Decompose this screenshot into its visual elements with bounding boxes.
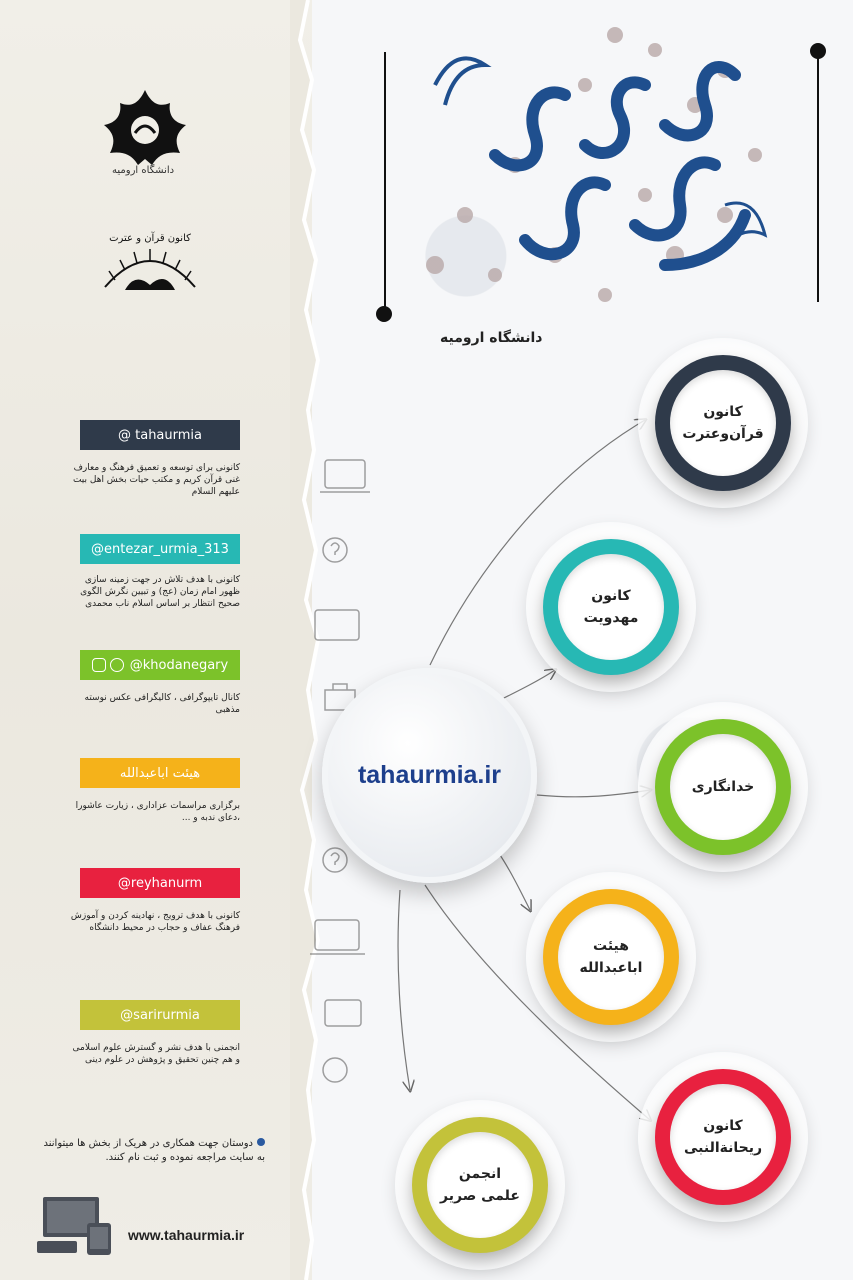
instagram-icon	[92, 658, 106, 672]
tag-sarirurmia-label: @sarirurmia	[120, 1007, 200, 1023]
devices-icon	[35, 1195, 115, 1257]
frame-dot-bottom	[376, 306, 392, 322]
node-quran-line1: کانون	[703, 404, 743, 420]
tag-reyhanurm[interactable]	[80, 868, 240, 898]
hub-circle[interactable]	[322, 668, 537, 883]
node-heyat-line2: اباعبدالله	[579, 960, 643, 976]
node-quran-line2: قرآن‌وعترت	[682, 426, 764, 442]
tag-sarirurmia[interactable]	[80, 1000, 240, 1030]
tag-khodanegary[interactable]	[80, 650, 240, 680]
tag-tahaurmia-label: @ tahaurmia	[118, 427, 202, 443]
frame-line-left	[384, 52, 386, 314]
telegram-icon	[110, 658, 124, 672]
node-heyat-line1: هیئت	[593, 938, 629, 954]
desc-reyhanurm: کانونی با هدف ترویج ، نهادینه کردن و آموزش فرهنگ عفاف و حجاب در محیط دانشگاه	[70, 911, 240, 933]
tag-tahaurmia[interactable]	[80, 420, 240, 450]
desc-entezar: کانونی با هدف تلاش در جهت زمینه سازی ظهور امام زمان (عج) و تبیین نگرش الگوی صحیح انتظار بر اساس اسلام ناب محمدی	[80, 575, 240, 609]
tag-khodanegary-label: @khodanegary	[129, 657, 229, 673]
node-reyhane[interactable]	[655, 1069, 791, 1205]
taha-logo	[95, 225, 205, 310]
left-paper-panel	[0, 0, 312, 1280]
node-reyhane-line1: کانون	[703, 1118, 743, 1134]
bullet-icon	[257, 1138, 265, 1146]
desc-heyat: برگزاری مراسمات عزاداری ، زیارت عاشورا ،دعای ندبه و ...	[75, 801, 240, 823]
frame-line-right	[817, 52, 819, 302]
tag-reyhanurm-label: @reyhanurm	[117, 875, 203, 891]
node-mahdaviat-line2: مهدویت	[583, 610, 639, 626]
node-sarir-line2: علمی صریر	[440, 1188, 520, 1204]
footer-note	[40, 1137, 265, 1165]
node-mahdaviat-line1: کانون	[591, 588, 631, 604]
frame-dot-top	[810, 43, 826, 59]
website-link[interactable]: www.tahaurmia.ir	[128, 1227, 245, 1243]
tag-entezar-label: @entezar_urmia_313	[91, 541, 229, 557]
desc-khodanegary: کانال تایپوگرافی ، کالیگرافی عکس نوسته مذهبی	[84, 693, 240, 715]
node-quran-etrat[interactable]	[655, 355, 791, 491]
desc-tahaurmia: کانونی برای توسعه و تعمیق فرهنگ و معارف غنی قرآن کریم و مکتب حیات بخش اهل بیت علیهم السلام	[72, 463, 240, 497]
node-sarir-line1: انجمن	[458, 1166, 502, 1182]
tag-heyat[interactable]	[80, 758, 240, 788]
node-heyat[interactable]	[543, 889, 679, 1025]
tag-heyat-label: هیئت اباعبدالله	[119, 765, 201, 781]
node-mahdaviat[interactable]	[543, 539, 679, 675]
university-subtitle: دانشگاه ارومیه	[440, 330, 543, 346]
calligraphy-title	[395, 15, 785, 315]
tag-entezar[interactable]	[80, 534, 240, 564]
desc-sarirurmia: انجمنی با هدف نشر و گسترش علوم اسلامی و هم چنین تحقیق و پژوهش در علوم دینی	[72, 1043, 240, 1065]
node-khodanegary[interactable]	[655, 719, 791, 855]
node-sarir[interactable]	[412, 1117, 548, 1253]
hub-label: tahaurmia.ir	[357, 761, 502, 789]
node-reyhane-line2: ریحانةالنبی	[683, 1140, 763, 1156]
footer-note-text: دوستان جهت همکاری در هریک از بخش ها میتوانند به سایت مراجعه نموده و ثبت نام کنند.	[43, 1138, 265, 1163]
university-logo-caption: دانشگاه ارومیه	[112, 165, 175, 176]
node-khodanegary-line1: خدانگاری	[691, 779, 755, 795]
taha-logo-caption: کانون قرآن و عترت	[109, 233, 191, 244]
